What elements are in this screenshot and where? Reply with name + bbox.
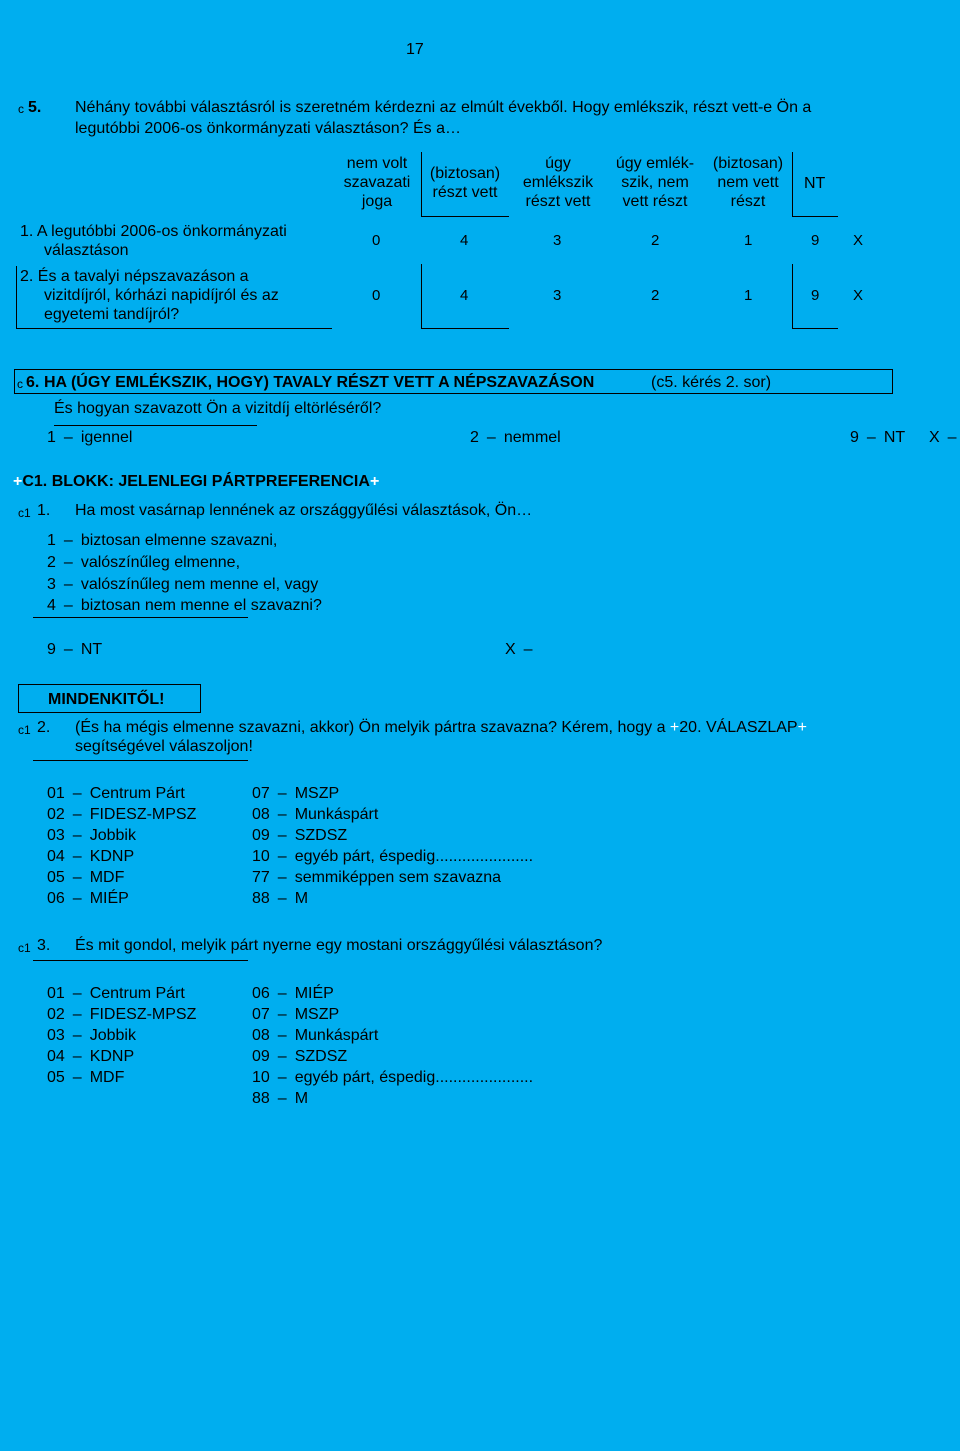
code-option[interactable]: 9 <box>811 287 820 304</box>
answer-option[interactable]: 1 – igennel <box>47 429 133 446</box>
answer-option[interactable]: 08 – Munkáspárt <box>252 806 379 823</box>
col-header-nt: NT <box>804 175 826 192</box>
question-code: c1 <box>18 723 31 737</box>
code-option[interactable]: X <box>853 287 864 304</box>
question-text: És mit gondol, melyik párt nyerne egy mostani országgyűlési választáson? <box>75 937 603 954</box>
answer-option[interactable]: 9 – NT <box>850 429 906 446</box>
answer-option-nt[interactable]: 9 – NT <box>47 641 103 658</box>
question-number: 5. <box>28 99 42 116</box>
col-header-voted-remembers: úgy emlékszik részt vett <box>522 155 594 210</box>
code-option[interactable]: 3 <box>553 287 562 304</box>
col-header-not-voted-sure: (biztosan) nem vett részt <box>712 155 784 210</box>
answer-option[interactable]: 07 – MSZP <box>252 785 340 802</box>
filter-instruction: HA (ÚGY EMLÉKSZIK, HOGY) TAVALY RÉSZT VETT A NÉPSZAVAZÁSON <box>44 374 595 391</box>
question-text-line1: (És ha mégis elmenne szavazni, akkor) Ön melyik pártra szavazna? Kérem, hogy a +20. VÁLASZLAP+ <box>75 719 807 736</box>
row-label-referendum: 2. És a tavalyi népszavazáson a vizitdíjról, kórházi napidíjról és az egyetemi tandíjról? <box>20 268 279 323</box>
answer-option[interactable]: 10 – egyéb párt, éspedig...................... <box>252 1069 534 1086</box>
answer-option[interactable]: 01 – Centrum Párt <box>47 785 185 802</box>
answer-option[interactable]: 02 – FIDESZ-MPSZ <box>47 806 197 823</box>
code-option[interactable]: 2 <box>651 232 660 249</box>
code-option[interactable]: X <box>853 232 864 249</box>
code-option[interactable]: 0 <box>372 287 381 304</box>
answer-option[interactable]: 08 – Munkáspárt <box>252 1027 379 1044</box>
col-header-voted-sure: (biztosan) részt vett <box>429 165 501 201</box>
answer-option[interactable]: 04 – KDNP <box>47 848 135 865</box>
answer-option[interactable]: 2 – nemmel <box>470 429 561 446</box>
col-header-no-right: nem volt szavazati joga <box>343 155 411 210</box>
question-text: És hogyan szavazott Ön a vizitdíj eltörléséről? <box>54 400 382 417</box>
code-option[interactable]: 2 <box>651 287 660 304</box>
answer-option[interactable]: 1 – biztosan elmenne szavazni, <box>47 532 278 549</box>
answer-option[interactable]: 88 – M <box>252 890 309 907</box>
answer-option[interactable]: 05 – MDF <box>47 1069 125 1086</box>
code-option[interactable]: 1 <box>744 232 753 249</box>
answer-option-x[interactable]: X – <box>505 641 533 658</box>
code-option[interactable]: 4 <box>460 232 469 249</box>
question-text: Ha most vasárnap lennének az országgyűlési választások, Ön… <box>75 502 533 519</box>
question-code: c <box>17 377 23 391</box>
row-label-2006-municipal: 1. A legutóbbi 2006-os önkormányzati választáson <box>20 223 287 259</box>
code-option[interactable]: 9 <box>811 232 820 249</box>
code-option[interactable]: 0 <box>372 232 381 249</box>
answer-option[interactable]: 05 – MDF <box>47 869 125 886</box>
answer-option[interactable]: 88 – M <box>252 1090 309 1107</box>
answer-option[interactable]: 09 – SZDSZ <box>252 827 348 844</box>
block-title: +C1. BLOKK: JELENLEGI PÁRTPREFERENCIA+ <box>13 473 380 490</box>
answer-option[interactable]: 2 – valószínűleg elmenne, <box>47 554 241 571</box>
question-code: c <box>18 102 24 116</box>
instruction-text: MINDENKITŐL! <box>48 691 165 708</box>
code-option[interactable]: 4 <box>460 287 469 304</box>
page-number: 17 <box>406 41 424 58</box>
answer-option[interactable]: 03 – Jobbik <box>47 1027 136 1044</box>
answer-option[interactable]: 10 – egyéb párt, éspedig...................... <box>252 848 534 865</box>
answer-option[interactable]: 06 – MIÉP <box>47 890 129 907</box>
question-text-line2: legutóbbi 2006-os önkormányzati választáson? És a… <box>75 120 461 137</box>
question-code: c1 <box>18 941 31 955</box>
answer-option[interactable]: 3 – valószínűleg nem menne el, vagy <box>47 576 319 593</box>
code-option[interactable]: 1 <box>744 287 753 304</box>
question-number: 3. <box>37 937 51 954</box>
answer-option[interactable]: 09 – SZDSZ <box>252 1048 348 1065</box>
answer-option[interactable]: 03 – Jobbik <box>47 827 136 844</box>
answer-option[interactable]: 06 – MIÉP <box>252 985 334 1002</box>
answer-option[interactable]: 4 – biztosan nem menne el szavazni? <box>47 597 322 614</box>
answer-option[interactable]: 02 – FIDESZ-MPSZ <box>47 1006 197 1023</box>
answer-option[interactable]: 07 – MSZP <box>252 1006 340 1023</box>
question-number: 1. <box>37 502 51 519</box>
answer-option[interactable]: 77 – semmiképpen sem szavazna <box>252 869 502 886</box>
question-number: 2. <box>37 719 51 736</box>
question-text-line2: segítségével válaszoljon! <box>75 738 253 755</box>
answer-option[interactable]: 01 – Centrum Párt <box>47 985 185 1002</box>
answer-option[interactable]: X – <box>929 429 957 446</box>
question-text-line1: Néhány további választásról is szeretném kérdezni az elmúlt évekből. Hogy emlékszik, részt vett-e Ön a <box>75 99 812 116</box>
code-option[interactable]: 3 <box>553 232 562 249</box>
filter-reference: (c5. kérés 2. sor) <box>651 374 772 391</box>
question-number: 6. <box>26 374 40 391</box>
question-code: c1 <box>18 506 31 520</box>
answer-option[interactable]: 04 – KDNP <box>47 1048 135 1065</box>
col-header-not-voted-remembers: úgy emlék- szik, nem vett részt <box>615 155 695 210</box>
